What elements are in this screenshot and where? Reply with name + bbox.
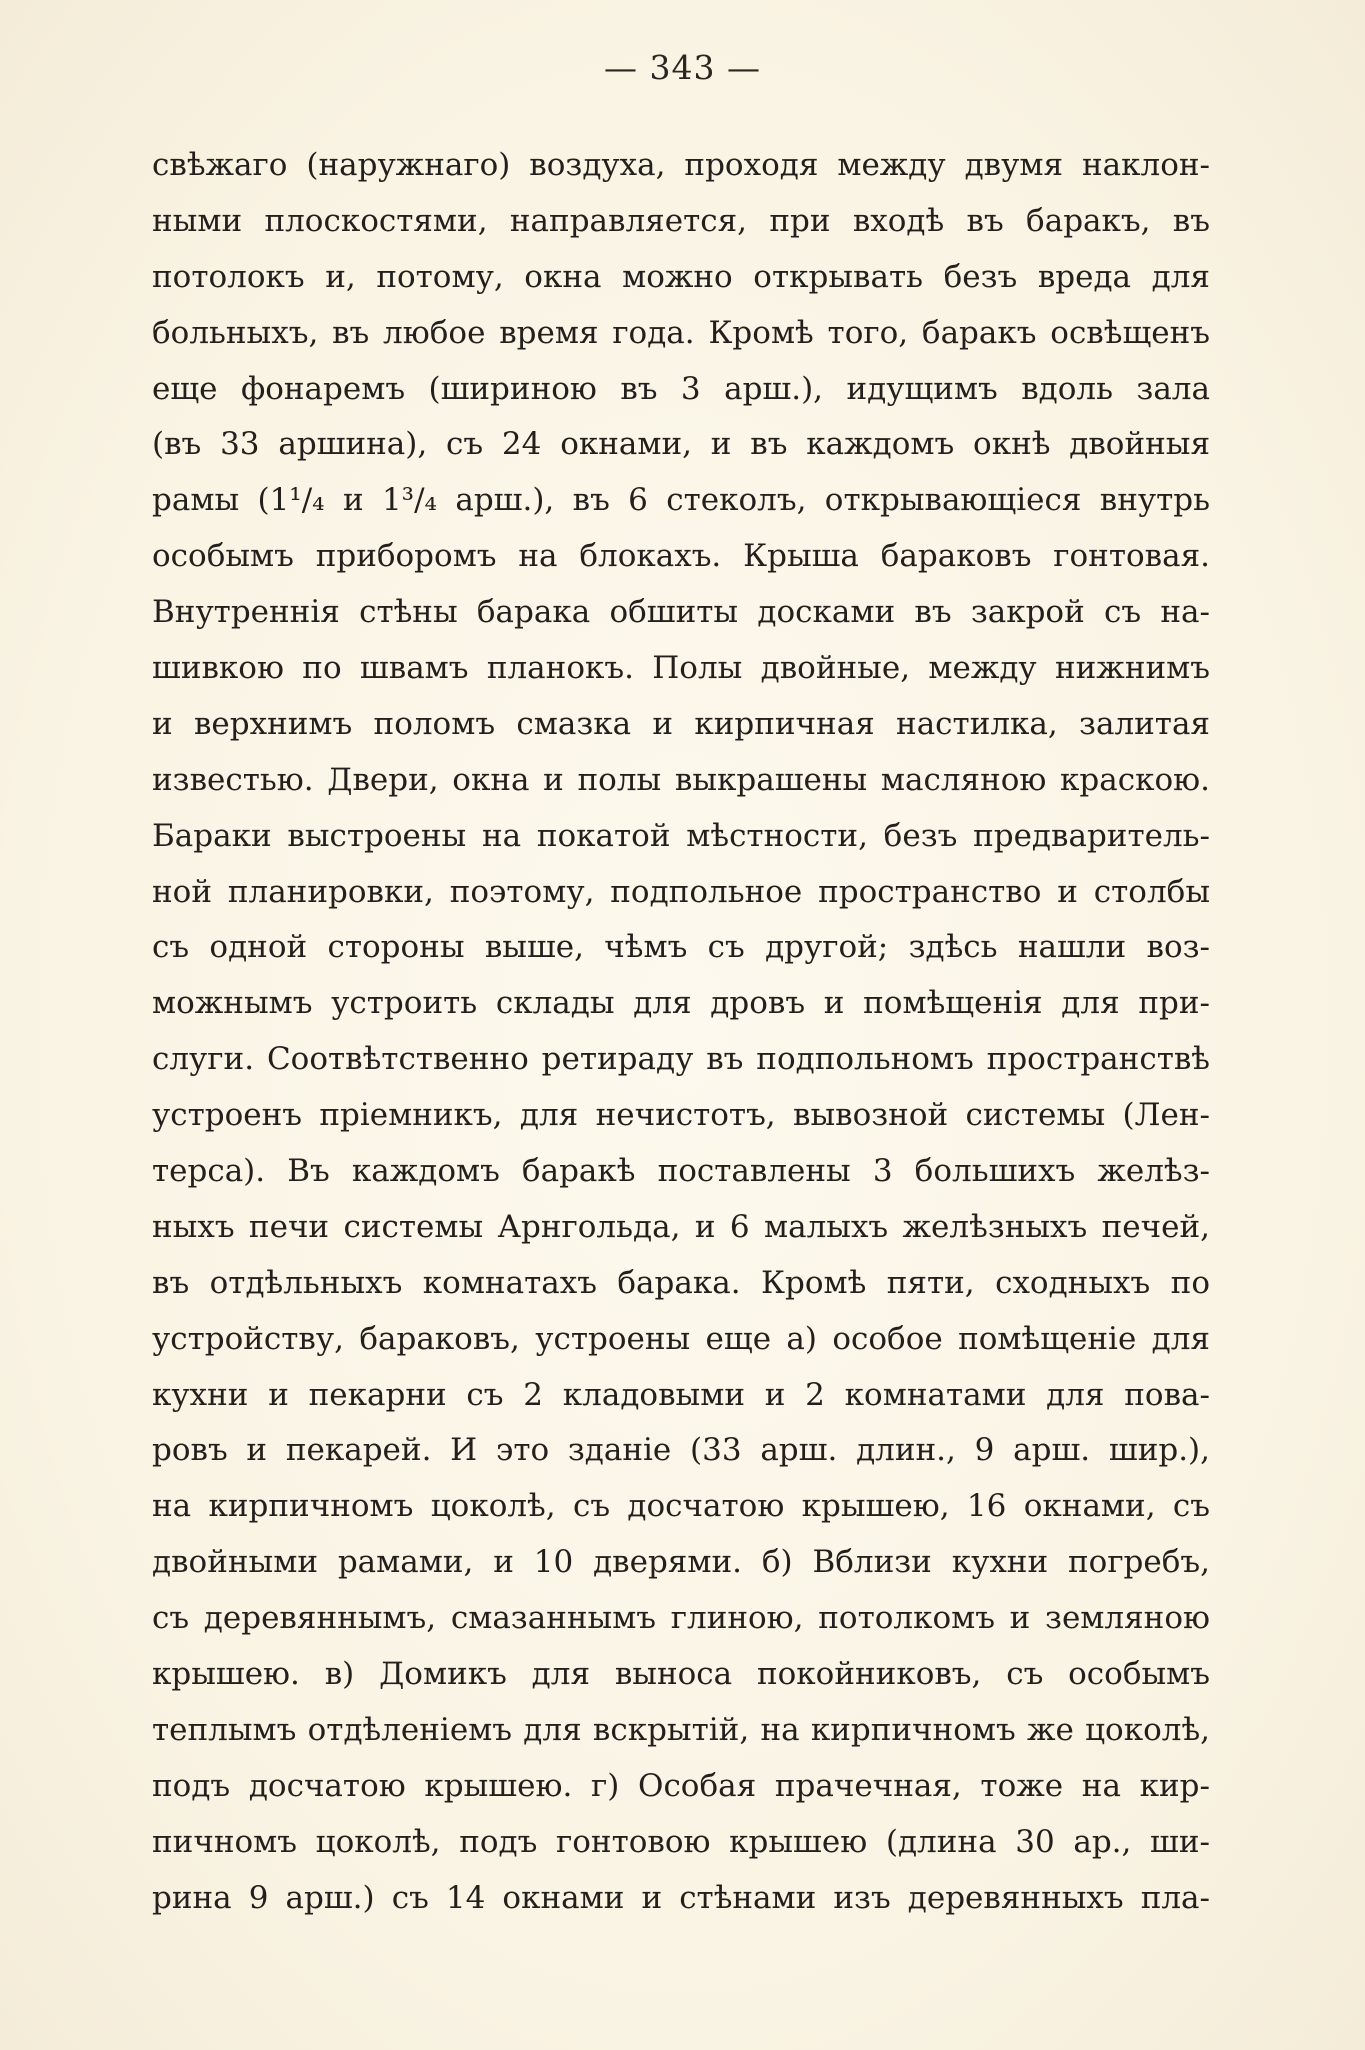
text-line: (въ 33 аршина), съ 24 окнами, и въ каждомъ окнѣ двойныя (152, 426, 1210, 463)
text-line: Внутреннія стѣны барака обшиты досками въ закрой съ на- (152, 594, 1210, 631)
text-line: ныхъ печи системы Арнгольда, и 6 малыхъ желѣзныхъ печей, (152, 1208, 1210, 1245)
text-line: шивкою по швамъ планокъ. Полы двойные, между нижнимъ (152, 650, 1210, 687)
text-line: ной планировки, поэтому, подпольное пространство и столбы (152, 873, 1210, 910)
text-line: въ отдѣльныхъ комнатахъ барака. Кромѣ пяти, сходныхъ по (152, 1264, 1210, 1301)
text-line: и верхнимъ поломъ смазка и кирпичная настилка, залитая (152, 705, 1210, 742)
text-line: рина 9 арш.) съ 14 окнами и стѣнами изъ деревянныхъ пла- (152, 1879, 1210, 1916)
text-line: устройству, бараковъ, устроены еще а) особое помѣщеніе для (152, 1320, 1210, 1357)
text-line: крышею. в) Домикъ для выноса покойниковъ, съ особымъ (152, 1656, 1210, 1693)
text-line: больныхъ, въ любое время года. Кромѣ того, баракъ освѣщенъ (152, 314, 1210, 351)
text-line: известью. Двери, окна и полы выкрашены масляною краскою. (152, 761, 1210, 798)
text-line: пичномъ цоколѣ, подъ гонтовою крышею (длина 30 ар., ши- (152, 1823, 1210, 1860)
text-line: подъ досчатою крышею. г) Особая прачечная, тоже на кир- (152, 1767, 1210, 1804)
text-line: двойными рамами, и 10 дверями. б) Вблизи кухни погребъ, (152, 1544, 1210, 1581)
body-text (152, 138, 1210, 1927)
text-line: Бараки выстроены на покатой мѣстности, безъ предваритель- (152, 817, 1210, 854)
page-number: — 343 — (604, 48, 761, 87)
text-line: теплымъ отдѣленіемъ для вскрытій, на кирпичномъ же цоколѣ, (152, 1711, 1210, 1748)
text-line: еще фонаремъ (шириною въ 3 арш.), идущимъ вдоль зала (152, 370, 1210, 407)
text-line: потолокъ и, потому, окна можно открывать безъ вреда для (152, 258, 1210, 295)
text-line: кухни и пекарни съ 2 кладовыми и 2 комнатами для пова- (152, 1376, 1210, 1413)
text-line: особымъ приборомъ на блокахъ. Крыша бараковъ гонтовая. (152, 538, 1210, 575)
text-line: ными плоскостями, направляется, при входѣ въ баракъ, въ (152, 202, 1210, 239)
text-line: съ одной стороны выше, чѣмъ съ другой; здѣсь нашли воз- (152, 929, 1210, 966)
text-line: ровъ и пекарей. И это зданіе (33 арш. длин., 9 арш. шир.), (152, 1432, 1210, 1469)
text-line: свѣжаго (наружнаго) воздуха, проходя между двумя наклон- (152, 147, 1210, 183)
text-line: устроенъ пріемникъ, для нечистотъ, вывозной системы (Лен- (152, 1097, 1210, 1134)
text-line: можнымъ устроить склады для дровъ и помѣщенія для при- (152, 985, 1210, 1022)
text-line: на кирпичномъ цоколѣ, съ досчатою крышею, 16 окнами, съ (152, 1488, 1210, 1525)
text-line: съ деревяннымъ, смазаннымъ глиною, потолкомъ и земляною (152, 1600, 1210, 1637)
text-line: рамы (1¹/₄ и 1³/₄ арш.), въ 6 стеколъ, открывающіеся внутрь (152, 482, 1210, 519)
text-line: слуги. Соотвѣтственно ретираду въ подпольномъ пространствѣ (152, 1041, 1210, 1078)
text-line: терса). Въ каждомъ баракѣ поставлены 3 большихъ желѣз- (152, 1153, 1210, 1190)
